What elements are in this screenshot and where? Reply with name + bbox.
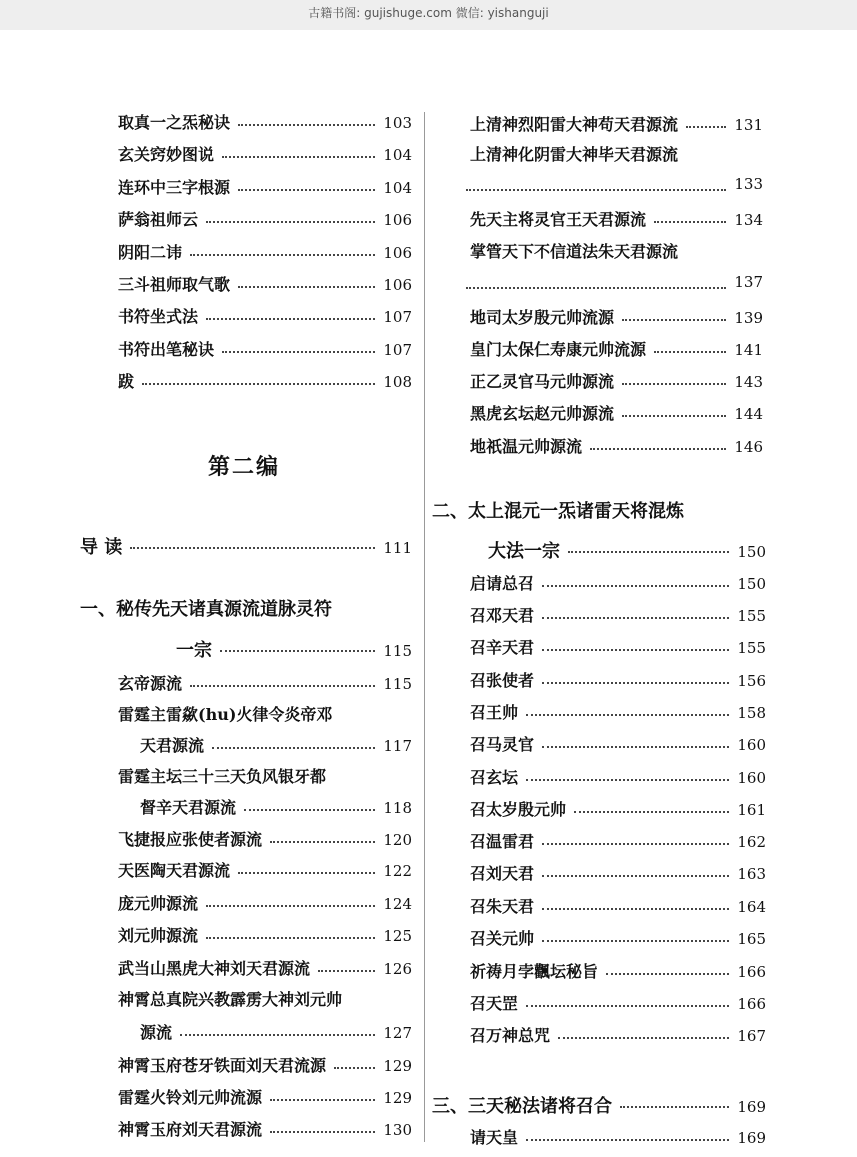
- toc-entry-title: 召天罡: [470, 994, 519, 1013]
- toc-leader-dots: [590, 448, 726, 450]
- toc-leader-dots: [622, 319, 726, 321]
- column-divider: [424, 112, 425, 1142]
- toc-leader-dots: [526, 1005, 729, 1007]
- toc-entry: [140, 733, 412, 757]
- toc-page-number: 117: [383, 737, 412, 755]
- toc-entry-title: 大法一宗: [488, 541, 560, 562]
- toc-page-number: 107: [383, 341, 412, 359]
- toc-entry: [118, 1085, 412, 1109]
- toc-entry: [470, 305, 763, 329]
- toc-entry: [488, 537, 766, 561]
- toc-page-number: 146: [734, 438, 763, 456]
- toc-entry-title: 取真一之炁秘诀: [118, 113, 231, 132]
- toc-entry-title: 召辛天君: [470, 638, 535, 657]
- toc-leader-dots: [526, 1139, 729, 1141]
- toc-page-number: 127: [383, 1024, 412, 1042]
- toc-entry: [118, 304, 412, 328]
- toc-entry: [118, 207, 412, 231]
- toc-leader-dots: [466, 189, 726, 191]
- toc-entry-title: 皇门太保仁寿康元帅流源: [470, 340, 647, 359]
- toc-entry-title: 召温雷君: [470, 832, 535, 851]
- toc-entry: [470, 1023, 766, 1047]
- toc-entry: [470, 861, 766, 885]
- part-title: 第二编: [208, 454, 281, 480]
- toc-page-number: 144: [734, 405, 763, 423]
- toc-leader-dots: [270, 1099, 375, 1101]
- toc-entry: [470, 829, 766, 853]
- toc-leader-dots: [526, 779, 729, 781]
- toc-page-number: 155: [737, 639, 766, 657]
- toc-leader-dots: [542, 940, 729, 942]
- toc-page-number: 106: [383, 244, 412, 262]
- toc-leader-dots: [190, 254, 375, 256]
- toc-entry-title: 正乙灵官马元帅源流: [470, 372, 615, 391]
- toc-entry-title: 天医陶天君源流: [118, 861, 231, 880]
- toc-page-number: 111: [383, 539, 412, 557]
- toc-entry-title: 飞捷报应张使者源流: [118, 830, 263, 849]
- toc-page-number: 129: [383, 1057, 412, 1075]
- toc-entry-title: 三、三天秘法诸将召合: [432, 1096, 612, 1117]
- toc-leader-dots: [206, 937, 375, 939]
- toc-entry: [470, 765, 766, 789]
- toc-entry-title: 召玄坛: [470, 768, 519, 787]
- toc-entry-title: 地祇温元帅源流: [470, 437, 583, 456]
- toc-entry: [432, 1092, 766, 1116]
- toc-entry-title: 书符坐式法: [118, 307, 199, 326]
- toc-leader-dots: [238, 286, 375, 288]
- toc-leader-dots: [542, 649, 729, 651]
- toc-entry: [470, 1125, 766, 1149]
- toc-page-number: 126: [383, 960, 412, 978]
- toc-entry-title: 督辛天君源流: [140, 798, 237, 817]
- toc-entry: [118, 956, 412, 980]
- toc-entry: [118, 142, 412, 166]
- toc-leader-dots: [542, 908, 729, 910]
- toc-leader-dots: [542, 682, 729, 684]
- toc-entry: [118, 827, 412, 851]
- page-header: 古籍书阁: gujishuge.com 微信: yishanguji: [0, 0, 857, 30]
- toc-leader-dots: [206, 318, 375, 320]
- toc-entry-title: 黑虎玄坛赵元帅源流: [470, 404, 615, 423]
- toc-entry: [118, 110, 412, 134]
- toc-entry-title: 萨翁祖师云: [118, 210, 199, 229]
- toc-entry-title: 召王帅: [470, 703, 519, 722]
- toc-page-number: 143: [734, 373, 763, 391]
- toc-page-number: 155: [737, 607, 766, 625]
- toc-leader-dots: [654, 221, 726, 223]
- toc-page-number: 169: [737, 1098, 766, 1116]
- toc-entry: [118, 272, 412, 296]
- toc-entry: [118, 923, 412, 947]
- toc-entry: [470, 337, 763, 361]
- toc-page-number: 108: [383, 373, 412, 391]
- toc-leader-dots: [222, 351, 375, 353]
- toc-page-number: 156: [737, 672, 766, 690]
- toc-page-number: 106: [383, 276, 412, 294]
- toc-entry: [470, 603, 766, 627]
- toc-entry: [470, 434, 763, 458]
- toc-entry-title: 雷霆主雷歘(hu)火律令炎帝邓: [118, 705, 333, 724]
- toc-page-number: 129: [383, 1089, 412, 1107]
- toc-entry: [118, 369, 412, 393]
- toc-entry-title: 召朱天君: [470, 897, 535, 916]
- toc-page-number: 164: [737, 898, 766, 916]
- toc-page-number: 103: [383, 114, 412, 132]
- toc-page-number: 124: [383, 895, 412, 913]
- toc-page-number: 160: [737, 769, 766, 787]
- toc-leader-dots: [206, 221, 375, 223]
- toc-entry: [118, 1053, 412, 1077]
- toc-entry-title: 雷霆主坛三十三天负风银牙都: [118, 767, 327, 786]
- toc-leader-dots: [654, 351, 726, 353]
- toc-leader-dots: [318, 970, 375, 972]
- toc-entry: [470, 991, 766, 1015]
- toc-entry: [470, 797, 766, 821]
- toc-page-number: 158: [737, 704, 766, 722]
- toc-page-number: 120: [383, 831, 412, 849]
- toc-entry-title: 地司太岁殷元帅流源: [470, 308, 615, 327]
- toc-page-number: 104: [383, 146, 412, 164]
- toc-entry-title: 召关元帅: [470, 929, 535, 948]
- toc-page-number: 133: [734, 175, 763, 193]
- toc-entry-title: 请天皇: [470, 1128, 519, 1147]
- toc-entry-title: 召马灵官: [470, 735, 535, 754]
- toc-entry-title: 天君源流: [140, 736, 205, 755]
- toc-page-number: 166: [737, 963, 766, 981]
- toc-leader-dots: [180, 1034, 375, 1036]
- toc-page-number: 150: [737, 543, 766, 561]
- toc-page-number: 141: [734, 341, 763, 359]
- toc-entry-title: 武当山黑虎大神刘天君源流: [118, 959, 311, 978]
- toc-entry: [118, 240, 412, 264]
- toc-page-number: 165: [737, 930, 766, 948]
- toc-entry-title: 一、秘传先天诸真源流道脉灵符: [80, 599, 332, 620]
- toc-leader-dots: [190, 685, 375, 687]
- toc-leader-dots: [542, 746, 729, 748]
- toc-page-number: 139: [734, 309, 763, 327]
- toc-entry: [118, 671, 412, 695]
- toc-entry-title: 启请总召: [470, 574, 535, 593]
- toc-leader-dots: [606, 973, 729, 975]
- toc-entry-title: 连环中三字根源: [118, 178, 231, 197]
- toc-entry-title: 召张使者: [470, 671, 535, 690]
- toc-page-number: 150: [737, 575, 766, 593]
- toc-entry-title: 导 读: [80, 537, 123, 558]
- toc-leader-dots: [620, 1106, 729, 1108]
- toc-leader-dots: [622, 415, 726, 417]
- toc-page-number: 104: [383, 179, 412, 197]
- toc-leader-dots: [270, 1131, 375, 1133]
- toc-entry: [470, 732, 766, 756]
- toc-page-number: 163: [737, 865, 766, 883]
- toc-entry-title: 召邓天君: [470, 606, 535, 625]
- toc-entry-title: 神霄玉府苍牙铁面刘天君流源: [118, 1056, 327, 1075]
- toc-entry: [470, 926, 766, 950]
- toc-entry: [470, 894, 766, 918]
- toc-leader-dots: [238, 872, 375, 874]
- toc-entry-title: 上清神化阴雷大神毕天君源流: [470, 145, 679, 164]
- toc-leader-dots: [622, 383, 726, 385]
- toc-leader-dots: [238, 189, 375, 191]
- toc-entry-title: 掌管天下不信道法朱天君源流: [470, 242, 679, 261]
- toc-entry: [470, 959, 766, 983]
- toc-entry-title: 二、太上混元一炁诸雷天将混炼: [432, 501, 684, 522]
- toc-leader-dots: [542, 843, 729, 845]
- toc-page-number: 115: [383, 642, 412, 660]
- toc-page-number: 169: [737, 1129, 766, 1147]
- toc-entry: [470, 668, 766, 692]
- toc-page-number: 106: [383, 211, 412, 229]
- toc-leader-dots: [142, 383, 375, 385]
- toc-entry: [140, 795, 412, 819]
- toc-page-number: 118: [383, 799, 412, 817]
- toc-leader-dots: [466, 287, 726, 289]
- toc-leader-dots: [270, 841, 375, 843]
- toc-entry: [470, 207, 763, 231]
- toc-entry: [140, 1020, 412, 1044]
- toc-entry-title: 刘元帅源流: [118, 926, 199, 945]
- toc-leader-dots: [542, 617, 729, 619]
- toc-entry-title: 庞元帅源流: [118, 894, 199, 913]
- toc-page-number: 125: [383, 927, 412, 945]
- toc-page-number: 130: [383, 1121, 412, 1139]
- toc-leader-dots: [558, 1037, 729, 1039]
- toc-entry-title: 神霄总真院兴教霹雳大神刘元帅: [118, 990, 343, 1009]
- toc-entry: [118, 337, 412, 361]
- toc-page-number: 166: [737, 995, 766, 1013]
- toc-entry: [470, 635, 766, 659]
- toc-entry-title: 玄关窍妙图说: [118, 145, 215, 164]
- toc-leader-dots: [526, 714, 729, 716]
- toc-leader-dots: [542, 585, 729, 587]
- toc-entry: [466, 175, 763, 199]
- toc-entry-title: 召万神总咒: [470, 1026, 551, 1045]
- toc-entry-title: 三斗祖师取气歌: [118, 275, 231, 294]
- toc-entry-title: 先天主将灵官王天君源流: [470, 210, 647, 229]
- toc-entry-title: 源流: [140, 1023, 173, 1042]
- toc-entry: [118, 1117, 412, 1141]
- toc-page-number: 134: [734, 211, 763, 229]
- toc-page-number: 122: [383, 862, 412, 880]
- toc-entry: [118, 858, 412, 882]
- toc-entry-title: 召刘天君: [470, 864, 535, 883]
- toc-entry-title: 雷霆火铃刘元帅流源: [118, 1088, 263, 1107]
- toc-page-number: 131: [734, 116, 763, 134]
- toc-leader-dots: [686, 126, 726, 128]
- toc-entry: [470, 700, 766, 724]
- toc-page-number: 161: [737, 801, 766, 819]
- toc-leader-dots: [568, 551, 729, 553]
- toc-page-number: 160: [737, 736, 766, 754]
- toc-leader-dots: [238, 124, 375, 126]
- toc-entry: [470, 401, 763, 425]
- toc-leader-dots: [574, 811, 729, 813]
- toc-leader-dots: [334, 1067, 375, 1069]
- toc-entry: [80, 533, 412, 557]
- toc-leader-dots: [220, 650, 375, 652]
- toc-leader-dots: [206, 905, 375, 907]
- toc-entry-title: 一宗: [176, 640, 212, 661]
- toc-entry-title: 神霄玉府刘天君源流: [118, 1120, 263, 1139]
- toc-entry-title: 跋: [118, 372, 135, 391]
- toc-page-number: 115: [383, 675, 412, 693]
- toc-entry-title: 上清神烈阳雷大神苟天君源流: [470, 115, 679, 134]
- toc-entry-title: 书符出笔秘诀: [118, 340, 215, 359]
- toc-entry: [470, 571, 766, 595]
- toc-entry: [466, 273, 763, 297]
- toc-leader-dots: [130, 547, 375, 549]
- toc-page-number: 107: [383, 308, 412, 326]
- toc-entry-title: 祈祷月孛飌坛秘旨: [470, 962, 599, 981]
- toc-entry-title: 玄帝源流: [118, 674, 183, 693]
- toc-entry: [176, 636, 412, 660]
- toc-entry-title: 阴阳二讳: [118, 243, 183, 262]
- toc-leader-dots: [222, 156, 375, 158]
- toc-entry-title: 召太岁殷元帅: [470, 800, 567, 819]
- toc-entry: [470, 369, 763, 393]
- toc-leader-dots: [244, 809, 375, 811]
- toc-page-number: 137: [734, 273, 763, 291]
- toc-entry: [470, 112, 763, 136]
- toc-leader-dots: [542, 875, 729, 877]
- toc-page-number: 162: [737, 833, 766, 851]
- toc-entry: [118, 891, 412, 915]
- toc-page-number: 167: [737, 1027, 766, 1045]
- toc-entry: [118, 175, 412, 199]
- toc-leader-dots: [212, 747, 375, 749]
